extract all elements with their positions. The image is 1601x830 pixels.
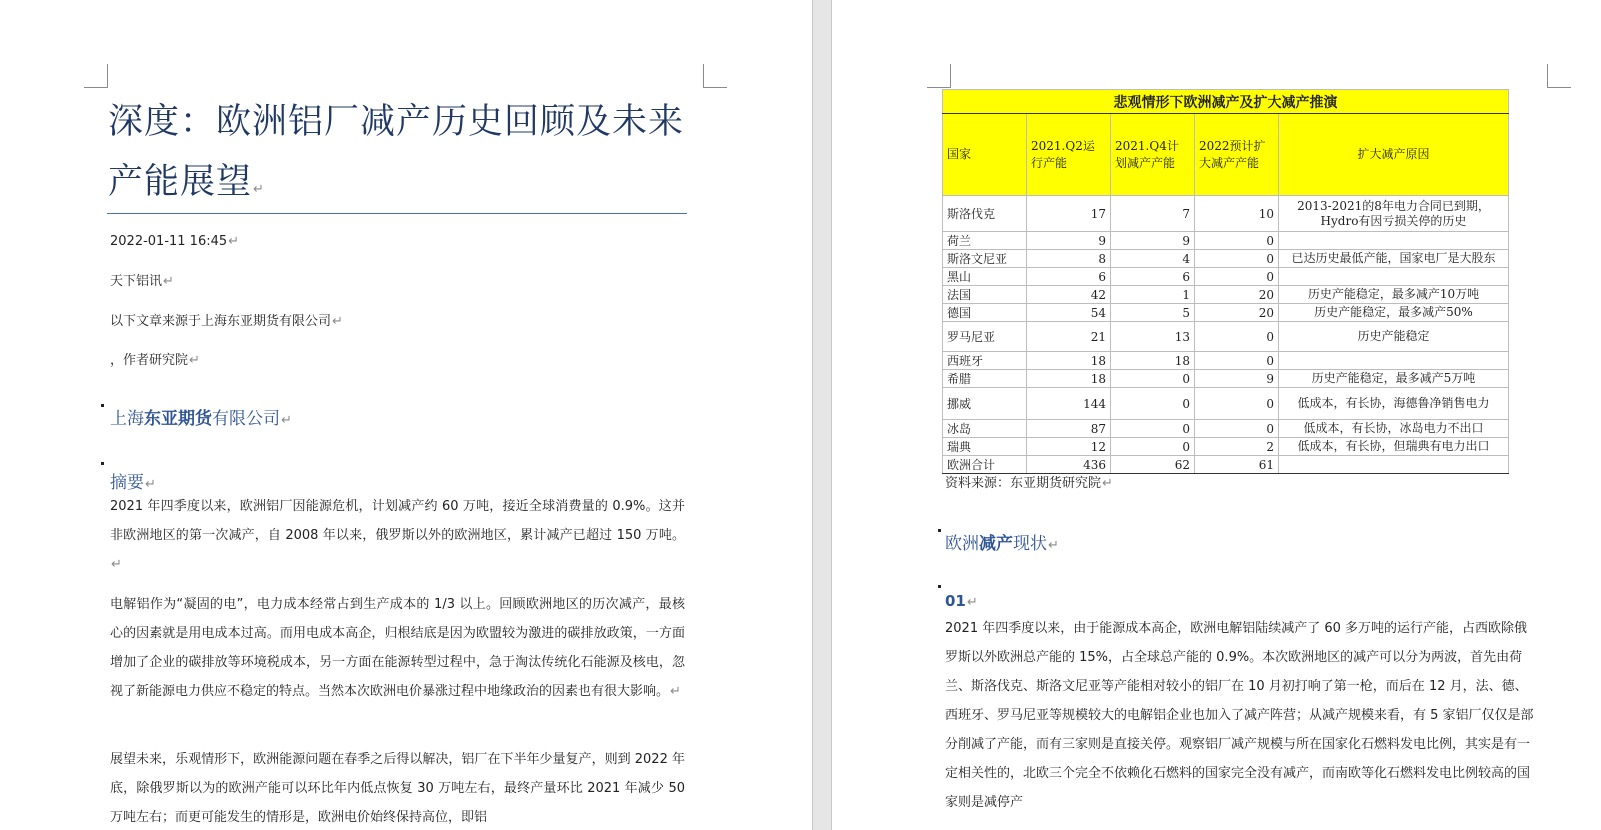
heading-bullet xyxy=(101,404,104,407)
margin-corner-mark xyxy=(703,64,727,88)
value-cell: 7 xyxy=(1111,196,1195,232)
value-cell: 10 xyxy=(1195,196,1279,232)
reason-cell xyxy=(1279,352,1509,370)
reason-cell: 低成本，有长协，冰岛电力不出口 xyxy=(1279,420,1509,438)
value-cell: 18 xyxy=(1027,352,1111,370)
table-row xyxy=(943,420,1509,438)
reason-cell: 历史产能稳定 xyxy=(1279,322,1509,352)
table-row xyxy=(943,388,1509,420)
margin-corner-mark xyxy=(84,64,108,88)
value-cell: 20 xyxy=(1195,304,1279,322)
table-row xyxy=(943,438,1509,456)
value-cell: 0 xyxy=(1195,322,1279,352)
body-paragraph[interactable]: 2021 年四季度以来，欧洲铝厂因能源危机，计划减产约 60 万吨，接近全球消费量的 0.9%。这并非欧洲地区的第一次减产，自 2008 年以来，俄罗斯以外的欧洲地区，累计减产已超过 150 万吨。↵ xyxy=(110,499,685,572)
article-title[interactable]: 深度：欧洲铝厂减产历史回顾及未来产能展望↵ xyxy=(108,102,685,202)
value-cell: 87 xyxy=(1027,420,1111,438)
heading-bullet xyxy=(101,462,104,465)
table-row xyxy=(943,352,1509,370)
production-cut-table[interactable] xyxy=(942,89,1509,474)
value-cell: 0 xyxy=(1195,352,1279,370)
table-title: 悲观情形下欧洲减产及扩大减产推演 xyxy=(943,90,1509,114)
paragraph-mark-icon: ↵ xyxy=(253,182,265,197)
country-cell: 冰岛 xyxy=(943,420,1027,438)
paragraph-mark-icon: ↵ xyxy=(281,413,292,428)
value-cell: 61 xyxy=(1195,456,1279,474)
value-cell: 0 xyxy=(1195,232,1279,250)
value-cell: 0 xyxy=(1111,370,1195,388)
author-line[interactable]: ，作者研究院↵ xyxy=(110,353,200,368)
reason-cell: 2013-2021的8年电力合同已到期，Hydro有因亏损关停的历史 xyxy=(1279,196,1509,232)
reason-cell xyxy=(1279,456,1509,474)
reason-cell: 低成本，有长协，海德鲁净销售电力 xyxy=(1279,388,1509,420)
page-gap xyxy=(812,0,832,830)
country-cell: 罗马尼亚 xyxy=(943,322,1027,352)
source-line[interactable]: 以下文章来源于上海东亚期货有限公司↵ xyxy=(110,314,343,329)
body-paragraph[interactable]: 电解铝作为“凝固的电”，电力成本经常占到生产成本的 1/3 以上。回顾欧洲地区的历次减产，最核心的因素就是用电成本过高。而用电成本高企，归根结底是因为欧盟较为激进的碳排放政策，一方面增加了企业的碳排放等环境税成本，另一方面在能源转型过程中，急于淘汰传统化石能源及核电，忽视了新能源电力供应不稳定的特点。当然本次欧洲电价暴涨过程中地缘政治的因素也有很大影响。↵ xyxy=(110,597,685,699)
table-row xyxy=(943,268,1509,286)
value-cell: 12 xyxy=(1027,438,1111,456)
reason-cell: 低成本，有长协，但瑞典有电力出口 xyxy=(1279,438,1509,456)
value-cell: 436 xyxy=(1027,456,1111,474)
reason-cell: 历史产能稳定，最多减产10万吨 xyxy=(1279,286,1509,304)
reason-cell: 历史产能稳定，最多减产50% xyxy=(1279,304,1509,322)
country-cell: 西班牙 xyxy=(943,352,1027,370)
table-row xyxy=(943,370,1509,388)
margin-corner-mark xyxy=(1547,64,1571,88)
publish-datetime[interactable]: 2022-01-11 16:45↵ xyxy=(110,234,240,249)
table-row xyxy=(943,250,1509,268)
value-cell: 0 xyxy=(1111,388,1195,420)
table-row xyxy=(943,304,1509,322)
table-header-cell: 2021.Q4计划减产产能 xyxy=(1111,114,1195,196)
company-heading[interactable]: 上海东亚期货有限公司↵ xyxy=(110,409,292,429)
value-cell: 0 xyxy=(1195,420,1279,438)
paragraph-mark-icon: ↵ xyxy=(189,353,200,368)
sub-heading[interactable]: 01↵ xyxy=(945,592,978,610)
table-header-cell: 2022预计扩大减产产能 xyxy=(1195,114,1279,196)
table-row xyxy=(943,232,1509,250)
table-caption[interactable]: 资料来源：东亚期货研究院↵ xyxy=(945,476,1113,491)
value-cell: 18 xyxy=(1027,370,1111,388)
summary-heading[interactable]: 摘要↵ xyxy=(110,473,156,493)
table-total-row xyxy=(943,456,1509,474)
country-cell: 斯洛文尼亚 xyxy=(943,250,1027,268)
value-cell: 0 xyxy=(1195,250,1279,268)
value-cell: 4 xyxy=(1111,250,1195,268)
country-cell: 欧洲合计 xyxy=(943,456,1027,474)
value-cell: 21 xyxy=(1027,322,1111,352)
body-paragraph[interactable]: 2021 年四季度以来，由于能源成本高企，欧洲电解铝陆续减产了 60 多万吨的运行产能，占西欧除俄罗斯以外欧洲总产能的 15%，占全球总产能的 0.9%。本次欧洲地区的减产可以分为两波，首先由荷兰、斯洛伐克、斯洛文尼亚等产能相对较小的铝厂在 10 月初打响了第一枪，而后在 12 月，法、德、西班牙、罗马尼亚等规模较大的电解铝企业也加入了减产阵营；从减产规模来看，有 5 家铝厂仅仅是部分削减了产能，而有三家则是直接关停。观察铝厂减产规模与所在国家化石燃料发电比例，其实是有一定相关性的，北欧三个完全不依赖化石燃料的国家完全没有减产，而南欧等化石燃料发电比例较高的国家则是减停产 xyxy=(945,621,1534,810)
paragraph-mark-icon: ↵ xyxy=(145,477,156,492)
paragraph-mark-icon: ↵ xyxy=(111,557,122,572)
heading-bullet xyxy=(938,585,941,588)
country-cell: 德国 xyxy=(943,304,1027,322)
country-cell: 挪威 xyxy=(943,388,1027,420)
value-cell: 9 xyxy=(1027,232,1111,250)
value-cell: 54 xyxy=(1027,304,1111,322)
value-cell: 18 xyxy=(1111,352,1195,370)
value-cell: 0 xyxy=(1195,268,1279,286)
paragraph-mark-icon: ↵ xyxy=(163,274,174,289)
value-cell: 8 xyxy=(1027,250,1111,268)
value-cell: 9 xyxy=(1111,232,1195,250)
table-row xyxy=(943,286,1509,304)
value-cell: 0 xyxy=(1195,388,1279,420)
value-cell: 1 xyxy=(1111,286,1195,304)
paragraph-mark-icon: ↵ xyxy=(228,234,240,249)
reason-cell: 已达历史最低产能，国家电厂是大股东 xyxy=(1279,250,1509,268)
table-row xyxy=(943,322,1509,352)
value-cell: 13 xyxy=(1111,322,1195,352)
body-paragraph[interactable]: 展望未来，乐观情形下，欧洲能源问题在春季之后得以解决，铝厂在下半年少量复产，则到 2022 年底，除俄罗斯以为的欧洲产能可以环比年内低点恢复 30 万吨左右，最终产量环比 2021 年减少 50 万吨左右；而更可能发生的情形是，欧洲电价始终保持高位，即铝 xyxy=(110,752,685,825)
value-cell: 9 xyxy=(1195,370,1279,388)
value-cell: 0 xyxy=(1111,438,1195,456)
table-header-cell: 2021.Q2运行产能 xyxy=(1027,114,1111,196)
table-row xyxy=(943,196,1509,232)
source-name[interactable]: 天下铝讯↵ xyxy=(110,274,174,289)
value-cell: 144 xyxy=(1027,388,1111,420)
country-cell: 法国 xyxy=(943,286,1027,304)
country-cell: 黑山 xyxy=(943,268,1027,286)
reason-cell xyxy=(1279,268,1509,286)
paragraph-mark-icon: ↵ xyxy=(966,595,978,610)
country-cell: 希腊 xyxy=(943,370,1027,388)
paragraph-mark-icon: ↵ xyxy=(1048,538,1059,553)
section-heading[interactable]: 欧洲减产现状↵ xyxy=(945,534,1059,554)
value-cell: 6 xyxy=(1027,268,1111,286)
value-cell: 20 xyxy=(1195,286,1279,304)
margin-corner-mark xyxy=(927,64,951,88)
paragraph-mark-icon: ↵ xyxy=(670,684,681,699)
value-cell: 62 xyxy=(1111,456,1195,474)
country-cell: 斯洛伐克 xyxy=(943,196,1027,232)
reason-cell: 历史产能稳定，最多减产5万吨 xyxy=(1279,370,1509,388)
table-header-cell: 扩大减产原因 xyxy=(1279,114,1509,196)
country-cell: 瑞典 xyxy=(943,438,1027,456)
country-cell: 荷兰 xyxy=(943,232,1027,250)
value-cell: 17 xyxy=(1027,196,1111,232)
title-underline xyxy=(107,213,687,214)
paragraph-mark-icon: ↵ xyxy=(1102,476,1113,491)
paragraph-mark-icon: ↵ xyxy=(332,314,343,329)
reason-cell xyxy=(1279,232,1509,250)
value-cell: 2 xyxy=(1195,438,1279,456)
value-cell: 5 xyxy=(1111,304,1195,322)
value-cell: 6 xyxy=(1111,268,1195,286)
heading-bullet xyxy=(938,529,941,532)
table-header-cell: 国家 xyxy=(943,114,1027,196)
value-cell: 0 xyxy=(1111,420,1195,438)
value-cell: 42 xyxy=(1027,286,1111,304)
